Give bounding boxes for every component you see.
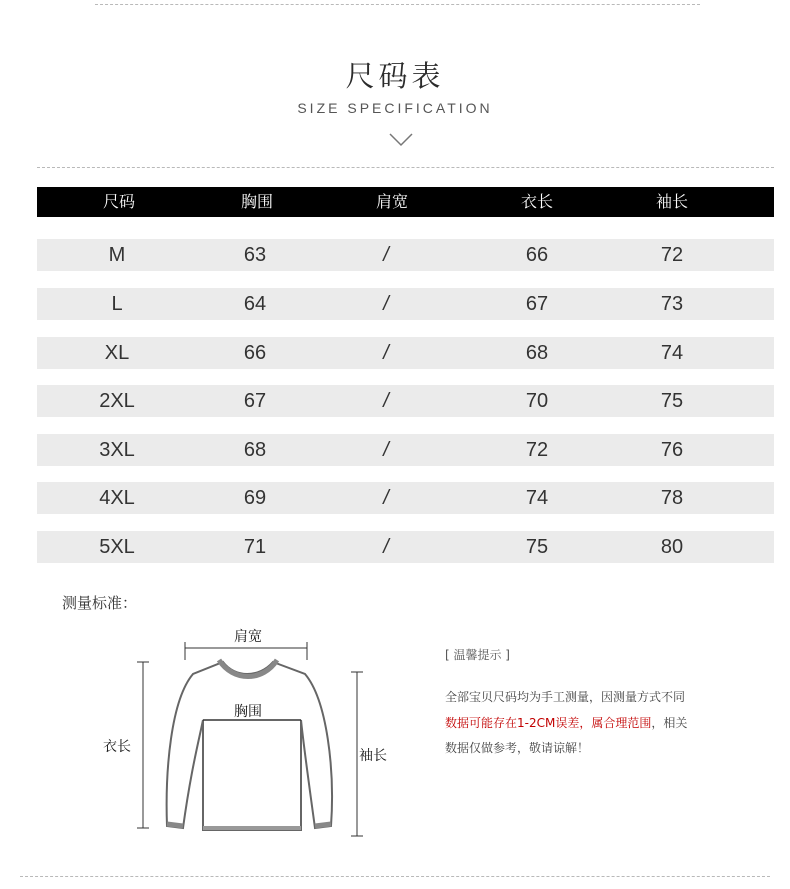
cell-shoulder: /	[383, 342, 389, 364]
table-row	[37, 434, 774, 466]
header-size: 尺码	[102, 192, 135, 211]
table-row	[37, 337, 774, 369]
page-subtitle: SIZE SPECIFICATION	[297, 100, 493, 116]
sweater-diagram	[95, 620, 385, 850]
cell-chest: 69	[243, 487, 267, 509]
label-shoulder: 肩宽	[234, 629, 262, 645]
label-chest: 胸围	[234, 704, 262, 720]
table-row	[37, 482, 774, 514]
cell-chest: 63	[243, 244, 267, 266]
cell-shoulder: /	[383, 439, 389, 461]
label-sleeve: 袖长	[359, 748, 387, 764]
top-divider	[95, 4, 700, 5]
cell-shoulder: /	[383, 244, 389, 266]
cell-shoulder: /	[383, 536, 389, 558]
header-shoulder: 肩宽	[375, 192, 408, 211]
cell-size: 3XL	[99, 439, 135, 461]
tips-line-2	[445, 714, 687, 731]
cell-length: 67	[525, 293, 549, 315]
tips-line-3: 数据仅做参考，敬请谅解！	[445, 741, 590, 755]
cell-sleeve: 75	[660, 390, 684, 412]
chevron-down-icon	[388, 132, 414, 148]
cell-size: XL	[104, 342, 130, 364]
cell-chest: 67	[243, 390, 267, 412]
cell-length: 74	[525, 487, 549, 509]
cell-chest: 66	[243, 342, 267, 364]
section-divider	[37, 167, 774, 168]
tips-line-2-rest: ，相关	[651, 716, 688, 730]
page-title: 尺码表	[345, 59, 445, 93]
cell-length: 75	[525, 536, 549, 558]
cell-chest: 64	[243, 293, 267, 315]
cell-shoulder: /	[383, 487, 389, 509]
cell-length: 72	[525, 439, 549, 461]
measure-title: 测量标准：	[62, 594, 138, 612]
cell-length: 68	[525, 342, 549, 364]
cell-size: M	[108, 244, 126, 266]
header-sleeve: 袖长	[655, 192, 688, 211]
cell-size: L	[111, 293, 123, 315]
cell-sleeve: 76	[660, 439, 684, 461]
cell-sleeve: 74	[660, 342, 684, 364]
cell-sleeve: 80	[660, 536, 684, 558]
cell-shoulder: /	[383, 293, 389, 315]
table-row	[37, 385, 774, 417]
table-row	[37, 531, 774, 563]
table-row	[37, 288, 774, 320]
cell-shoulder: /	[383, 390, 389, 412]
table-row	[37, 239, 774, 271]
cell-size: 2XL	[99, 390, 135, 412]
tips-line-2-highlight: 数据可能存在1-2CM误差，属合理范围	[445, 716, 652, 730]
cell-chest: 68	[243, 439, 267, 461]
cell-sleeve: 72	[660, 244, 684, 266]
size-table-header	[37, 187, 774, 217]
cell-sleeve: 78	[660, 487, 684, 509]
cell-sleeve: 73	[660, 293, 684, 315]
tips-line-1: 全部宝贝尺码均为手工测量，因测量方式不同	[445, 690, 686, 704]
label-length: 衣长	[103, 739, 131, 755]
bottom-divider	[20, 876, 770, 877]
cell-chest: 71	[243, 536, 267, 558]
cell-size: 5XL	[99, 536, 135, 558]
header-length: 衣长	[520, 192, 553, 211]
tips-heading: [ 温馨提示 ]	[445, 648, 510, 662]
header-chest: 胸围	[240, 192, 273, 211]
cell-size: 4XL	[99, 487, 135, 509]
cell-length: 66	[525, 244, 549, 266]
cell-length: 70	[525, 390, 549, 412]
